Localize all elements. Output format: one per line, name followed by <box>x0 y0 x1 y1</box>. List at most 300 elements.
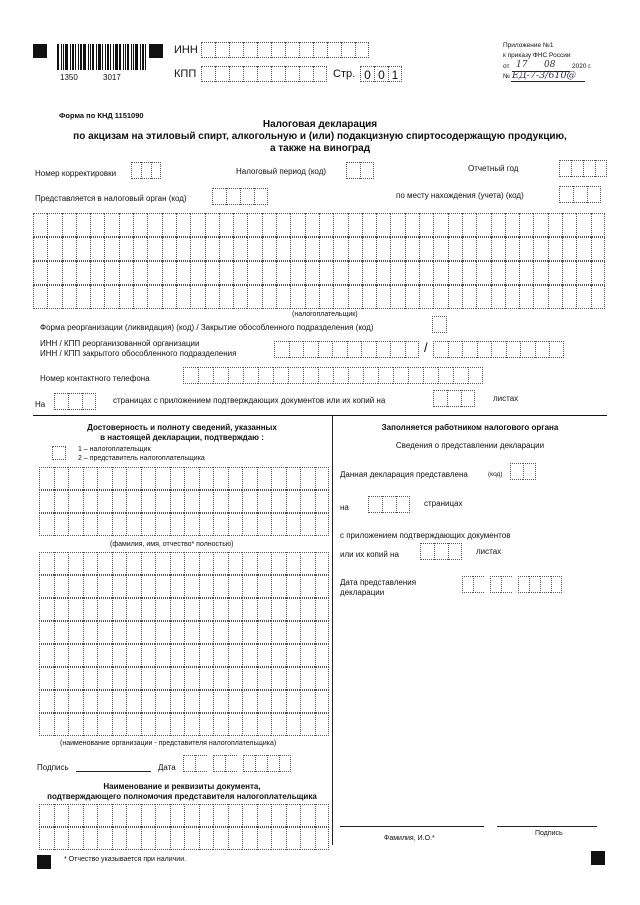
input-cell[interactable] <box>54 393 68 410</box>
input-cell[interactable] <box>83 513 98 536</box>
input-cell[interactable] <box>147 285 161 309</box>
input-cell[interactable] <box>141 490 156 513</box>
input-cell[interactable] <box>491 285 505 309</box>
reorg-kpp-field[interactable] <box>433 341 564 358</box>
page-digit-cell[interactable]: 1 <box>388 66 402 82</box>
input-cell[interactable] <box>54 490 69 513</box>
input-cell[interactable] <box>39 644 54 667</box>
input-cell[interactable] <box>303 367 318 384</box>
input-cell[interactable] <box>112 513 127 536</box>
input-cell[interactable] <box>491 261 505 285</box>
input-cell[interactable] <box>286 552 301 575</box>
input-cell[interactable] <box>447 390 461 407</box>
input-cell[interactable] <box>519 261 533 285</box>
page-number-field[interactable] <box>360 66 402 82</box>
input-cell[interactable] <box>133 237 147 261</box>
input-cell[interactable] <box>47 261 61 285</box>
input-cell[interactable] <box>228 598 243 621</box>
input-cell[interactable] <box>286 467 301 490</box>
input-cell[interactable] <box>184 713 199 736</box>
input-cell[interactable] <box>433 390 447 407</box>
input-cell[interactable] <box>33 285 47 309</box>
input-cell[interactable] <box>576 261 590 285</box>
input-cell[interactable] <box>362 285 376 309</box>
input-cell[interactable] <box>285 42 299 58</box>
input-cell[interactable] <box>170 513 185 536</box>
fio-grid[interactable] <box>39 467 329 536</box>
input-cell[interactable] <box>141 804 156 827</box>
input-cell[interactable] <box>199 552 214 575</box>
input-cell[interactable] <box>562 285 576 309</box>
input-cell[interactable] <box>141 575 156 598</box>
input-cell[interactable] <box>184 667 199 690</box>
input-cell[interactable] <box>562 261 576 285</box>
input-cell[interactable] <box>300 552 315 575</box>
input-cell[interactable] <box>533 237 547 261</box>
input-cell[interactable] <box>54 467 69 490</box>
input-cell[interactable] <box>83 621 98 644</box>
input-cell[interactable] <box>104 237 118 261</box>
input-cell[interactable] <box>286 667 301 690</box>
input-cell[interactable] <box>112 667 127 690</box>
input-cell[interactable] <box>519 237 533 261</box>
inn-field[interactable] <box>201 42 369 58</box>
org-grid[interactable] <box>39 552 329 736</box>
input-cell[interactable] <box>213 367 228 384</box>
input-cell[interactable] <box>333 213 347 237</box>
input-cell[interactable] <box>213 804 228 827</box>
input-cell[interactable] <box>405 237 419 261</box>
input-cell[interactable] <box>533 261 547 285</box>
input-cell[interactable] <box>347 341 362 358</box>
input-cell[interactable] <box>262 237 276 261</box>
input-cell[interactable] <box>453 367 468 384</box>
input-cell[interactable] <box>228 804 243 827</box>
input-cell[interactable] <box>247 261 261 285</box>
input-cell[interactable] <box>315 644 330 667</box>
input-cell[interactable] <box>376 285 390 309</box>
input-cell[interactable] <box>438 367 453 384</box>
input-cell[interactable] <box>242 467 257 490</box>
input-cell[interactable] <box>225 755 237 772</box>
input-cell[interactable] <box>491 237 505 261</box>
input-cell[interactable] <box>176 213 190 237</box>
input-cell[interactable] <box>68 598 83 621</box>
input-cell[interactable] <box>39 598 54 621</box>
input-cell[interactable] <box>315 490 330 513</box>
input-cell[interactable] <box>242 713 257 736</box>
input-cell[interactable] <box>300 575 315 598</box>
input-cell[interactable] <box>126 467 141 490</box>
input-cell[interactable] <box>39 713 54 736</box>
input-cell[interactable] <box>68 393 82 410</box>
input-cell[interactable] <box>348 237 362 261</box>
input-cell[interactable] <box>141 513 156 536</box>
input-cell[interactable] <box>213 490 228 513</box>
input-cell[interactable] <box>461 390 475 407</box>
input-cell[interactable] <box>62 261 76 285</box>
input-cell[interactable] <box>201 66 215 82</box>
input-cell[interactable] <box>199 467 214 490</box>
input-cell[interactable] <box>523 463 536 480</box>
input-cell[interactable] <box>274 341 289 358</box>
input-cell[interactable] <box>126 827 141 850</box>
input-cell[interactable] <box>213 467 228 490</box>
input-cell[interactable] <box>155 621 170 644</box>
input-cell[interactable] <box>271 575 286 598</box>
input-cell[interactable] <box>228 690 243 713</box>
input-cell[interactable] <box>201 42 215 58</box>
input-cell[interactable] <box>510 463 523 480</box>
input-cell[interactable] <box>276 285 290 309</box>
input-cell[interactable] <box>54 644 69 667</box>
input-cell[interactable] <box>68 575 83 598</box>
correction-field[interactable] <box>131 162 161 179</box>
input-cell[interactable] <box>90 213 104 237</box>
input-cell[interactable] <box>112 621 127 644</box>
input-cell[interactable] <box>505 213 519 237</box>
input-cell[interactable] <box>205 213 219 237</box>
input-cell[interactable] <box>83 827 98 850</box>
input-cell[interactable] <box>315 690 330 713</box>
taxpayer-name-grid[interactable] <box>33 213 605 309</box>
input-cell[interactable] <box>195 755 207 772</box>
input-cell[interactable] <box>286 827 301 850</box>
input-cell[interactable] <box>591 237 605 261</box>
input-cell[interactable] <box>273 367 288 384</box>
input-cell[interactable] <box>290 261 304 285</box>
right-pages-field[interactable] <box>368 496 410 513</box>
input-cell[interactable] <box>243 66 257 82</box>
input-cell[interactable] <box>54 690 69 713</box>
input-cell[interactable] <box>229 66 243 82</box>
input-cell[interactable] <box>271 827 286 850</box>
input-cell[interactable] <box>299 42 313 58</box>
input-cell[interactable] <box>505 237 519 261</box>
input-cell[interactable] <box>133 213 147 237</box>
input-cell[interactable] <box>184 644 199 667</box>
input-cell[interactable] <box>271 552 286 575</box>
input-cell[interactable] <box>305 261 319 285</box>
input-cell[interactable] <box>271 467 286 490</box>
input-cell[interactable] <box>112 552 127 575</box>
input-cell[interactable] <box>390 285 404 309</box>
input-cell[interactable] <box>97 490 112 513</box>
input-cell[interactable] <box>184 690 199 713</box>
input-cell[interactable] <box>97 575 112 598</box>
input-cell[interactable] <box>303 341 318 358</box>
input-cell[interactable] <box>587 186 601 203</box>
input-cell[interactable] <box>559 186 573 203</box>
input-cell[interactable] <box>257 467 272 490</box>
input-cell[interactable] <box>448 213 462 237</box>
input-cell[interactable] <box>476 285 490 309</box>
input-cell[interactable] <box>341 42 355 58</box>
reorg-field[interactable] <box>432 316 447 333</box>
input-cell[interactable] <box>423 367 438 384</box>
input-cell[interactable] <box>97 621 112 644</box>
input-cell[interactable] <box>76 213 90 237</box>
input-cell[interactable] <box>419 285 433 309</box>
input-cell[interactable] <box>213 513 228 536</box>
input-cell[interactable] <box>219 213 233 237</box>
input-cell[interactable] <box>184 621 199 644</box>
input-cell[interactable] <box>419 213 433 237</box>
input-cell[interactable] <box>68 804 83 827</box>
input-cell[interactable] <box>126 490 141 513</box>
input-cell[interactable] <box>390 261 404 285</box>
input-cell[interactable] <box>276 213 290 237</box>
input-cell[interactable] <box>518 576 529 593</box>
input-cell[interactable] <box>76 285 90 309</box>
input-cell[interactable] <box>131 162 141 179</box>
input-cell[interactable] <box>315 598 330 621</box>
input-cell[interactable] <box>501 576 512 593</box>
input-cell[interactable] <box>257 42 271 58</box>
input-cell[interactable] <box>289 341 304 358</box>
input-cell[interactable] <box>141 552 156 575</box>
input-cell[interactable] <box>548 237 562 261</box>
input-cell[interactable] <box>243 367 258 384</box>
input-cell[interactable] <box>240 188 254 205</box>
input-cell[interactable] <box>348 261 362 285</box>
input-cell[interactable] <box>300 827 315 850</box>
input-cell[interactable] <box>313 42 327 58</box>
input-cell[interactable] <box>271 644 286 667</box>
input-cell[interactable] <box>155 467 170 490</box>
input-cell[interactable] <box>141 713 156 736</box>
input-cell[interactable] <box>300 804 315 827</box>
input-cell[interactable] <box>505 261 519 285</box>
input-cell[interactable] <box>491 341 506 358</box>
input-cell[interactable] <box>506 341 521 358</box>
phone-field[interactable] <box>183 367 483 384</box>
input-cell[interactable] <box>576 213 590 237</box>
input-cell[interactable] <box>285 66 299 82</box>
input-cell[interactable] <box>505 285 519 309</box>
input-cell[interactable] <box>155 598 170 621</box>
input-cell[interactable] <box>54 713 69 736</box>
input-cell[interactable] <box>39 552 54 575</box>
input-cell[interactable] <box>271 690 286 713</box>
input-cell[interactable] <box>39 513 54 536</box>
input-cell[interactable] <box>242 690 257 713</box>
input-cell[interactable] <box>39 575 54 598</box>
input-cell[interactable] <box>54 667 69 690</box>
input-cell[interactable] <box>228 513 243 536</box>
input-cell[interactable] <box>319 237 333 261</box>
pages-field[interactable] <box>54 393 96 410</box>
input-cell[interactable] <box>126 598 141 621</box>
input-cell[interactable] <box>257 644 272 667</box>
input-cell[interactable] <box>233 237 247 261</box>
input-cell[interactable] <box>242 804 257 827</box>
input-cell[interactable] <box>376 341 391 358</box>
signer-type-field[interactable] <box>52 446 66 460</box>
input-cell[interactable] <box>112 713 127 736</box>
input-cell[interactable] <box>348 367 363 384</box>
input-cell[interactable] <box>141 690 156 713</box>
input-cell[interactable] <box>52 446 66 460</box>
input-cell[interactable] <box>112 644 127 667</box>
input-cell[interactable] <box>183 755 195 772</box>
sign-date-field[interactable] <box>183 755 291 772</box>
input-cell[interactable] <box>490 576 501 593</box>
input-cell[interactable] <box>155 575 170 598</box>
input-cell[interactable] <box>198 367 213 384</box>
input-cell[interactable] <box>247 213 261 237</box>
input-cell[interactable] <box>155 713 170 736</box>
input-cell[interactable] <box>433 261 447 285</box>
input-cell[interactable] <box>170 552 185 575</box>
input-cell[interactable] <box>519 285 533 309</box>
input-cell[interactable] <box>97 827 112 850</box>
input-cell[interactable] <box>271 713 286 736</box>
input-cell[interactable] <box>54 598 69 621</box>
input-cell[interactable] <box>83 552 98 575</box>
input-cell[interactable] <box>104 261 118 285</box>
input-cell[interactable] <box>228 490 243 513</box>
input-cell[interactable] <box>190 285 204 309</box>
input-cell[interactable] <box>228 827 243 850</box>
input-cell[interactable] <box>300 598 315 621</box>
sign-line[interactable] <box>76 771 151 772</box>
input-cell[interactable] <box>346 162 360 179</box>
input-cell[interactable] <box>205 237 219 261</box>
input-cell[interactable] <box>126 552 141 575</box>
input-cell[interactable] <box>476 261 490 285</box>
input-cell[interactable] <box>133 285 147 309</box>
input-cell[interactable] <box>126 513 141 536</box>
input-cell[interactable] <box>39 621 54 644</box>
input-cell[interactable] <box>476 213 490 237</box>
input-cell[interactable] <box>162 285 176 309</box>
input-cell[interactable] <box>170 644 185 667</box>
input-cell[interactable] <box>286 713 301 736</box>
input-cell[interactable] <box>141 667 156 690</box>
input-cell[interactable] <box>271 42 285 58</box>
input-cell[interactable] <box>333 367 348 384</box>
input-cell[interactable] <box>405 285 419 309</box>
input-cell[interactable] <box>242 490 257 513</box>
input-cell[interactable] <box>362 213 376 237</box>
input-cell[interactable] <box>233 213 247 237</box>
input-cell[interactable] <box>184 467 199 490</box>
input-cell[interactable] <box>257 490 272 513</box>
input-cell[interactable] <box>68 690 83 713</box>
input-cell[interactable] <box>300 513 315 536</box>
input-cell[interactable] <box>448 543 462 560</box>
input-cell[interactable] <box>54 513 69 536</box>
input-cell[interactable] <box>257 713 272 736</box>
input-cell[interactable] <box>62 237 76 261</box>
input-cell[interactable] <box>286 513 301 536</box>
input-cell[interactable] <box>327 42 341 58</box>
input-cell[interactable] <box>433 341 448 358</box>
input-cell[interactable] <box>97 713 112 736</box>
input-cell[interactable] <box>170 598 185 621</box>
input-cell[interactable] <box>170 667 185 690</box>
input-cell[interactable] <box>319 213 333 237</box>
input-cell[interactable] <box>199 713 214 736</box>
sheets-field[interactable] <box>433 390 475 407</box>
input-cell[interactable] <box>519 213 533 237</box>
input-cell[interactable] <box>300 644 315 667</box>
input-cell[interactable] <box>162 261 176 285</box>
input-cell[interactable] <box>318 341 333 358</box>
input-cell[interactable] <box>286 644 301 667</box>
input-cell[interactable] <box>68 713 83 736</box>
input-cell[interactable] <box>54 621 69 644</box>
date-presented-field[interactable] <box>462 576 562 593</box>
input-cell[interactable] <box>271 667 286 690</box>
input-cell[interactable] <box>184 827 199 850</box>
input-cell[interactable] <box>315 667 330 690</box>
input-cell[interactable] <box>97 690 112 713</box>
input-cell[interactable] <box>315 713 330 736</box>
input-cell[interactable] <box>39 490 54 513</box>
input-cell[interactable] <box>333 261 347 285</box>
input-cell[interactable] <box>141 467 156 490</box>
input-cell[interactable] <box>83 690 98 713</box>
input-cell[interactable] <box>199 490 214 513</box>
input-cell[interactable] <box>83 713 98 736</box>
input-cell[interactable] <box>215 66 229 82</box>
input-cell[interactable] <box>243 42 257 58</box>
input-cell[interactable] <box>68 490 83 513</box>
input-cell[interactable] <box>313 66 327 82</box>
input-cell[interactable] <box>184 490 199 513</box>
input-cell[interactable] <box>213 575 228 598</box>
input-cell[interactable] <box>361 341 376 358</box>
input-cell[interactable] <box>448 261 462 285</box>
input-cell[interactable] <box>434 543 448 560</box>
input-cell[interactable] <box>267 755 279 772</box>
input-cell[interactable] <box>300 621 315 644</box>
input-cell[interactable] <box>262 261 276 285</box>
input-cell[interactable] <box>97 467 112 490</box>
input-cell[interactable] <box>83 598 98 621</box>
input-cell[interactable] <box>257 575 272 598</box>
input-cell[interactable] <box>262 213 276 237</box>
input-cell[interactable] <box>213 827 228 850</box>
input-cell[interactable] <box>155 552 170 575</box>
input-cell[interactable] <box>184 513 199 536</box>
input-cell[interactable] <box>155 667 170 690</box>
input-cell[interactable] <box>54 575 69 598</box>
input-cell[interactable] <box>315 467 330 490</box>
input-cell[interactable] <box>315 575 330 598</box>
input-cell[interactable] <box>112 467 127 490</box>
input-cell[interactable] <box>126 804 141 827</box>
input-cell[interactable] <box>90 261 104 285</box>
input-cell[interactable] <box>468 367 483 384</box>
input-cell[interactable] <box>155 513 170 536</box>
input-cell[interactable] <box>348 285 362 309</box>
input-cell[interactable] <box>199 621 214 644</box>
input-cell[interactable] <box>141 644 156 667</box>
input-cell[interactable] <box>420 543 434 560</box>
input-cell[interactable] <box>184 575 199 598</box>
input-cell[interactable] <box>83 490 98 513</box>
input-cell[interactable] <box>529 576 540 593</box>
input-cell[interactable] <box>247 285 261 309</box>
input-cell[interactable] <box>405 341 420 358</box>
input-cell[interactable] <box>147 261 161 285</box>
input-cell[interactable] <box>319 261 333 285</box>
input-cell[interactable] <box>83 644 98 667</box>
input-cell[interactable] <box>390 237 404 261</box>
